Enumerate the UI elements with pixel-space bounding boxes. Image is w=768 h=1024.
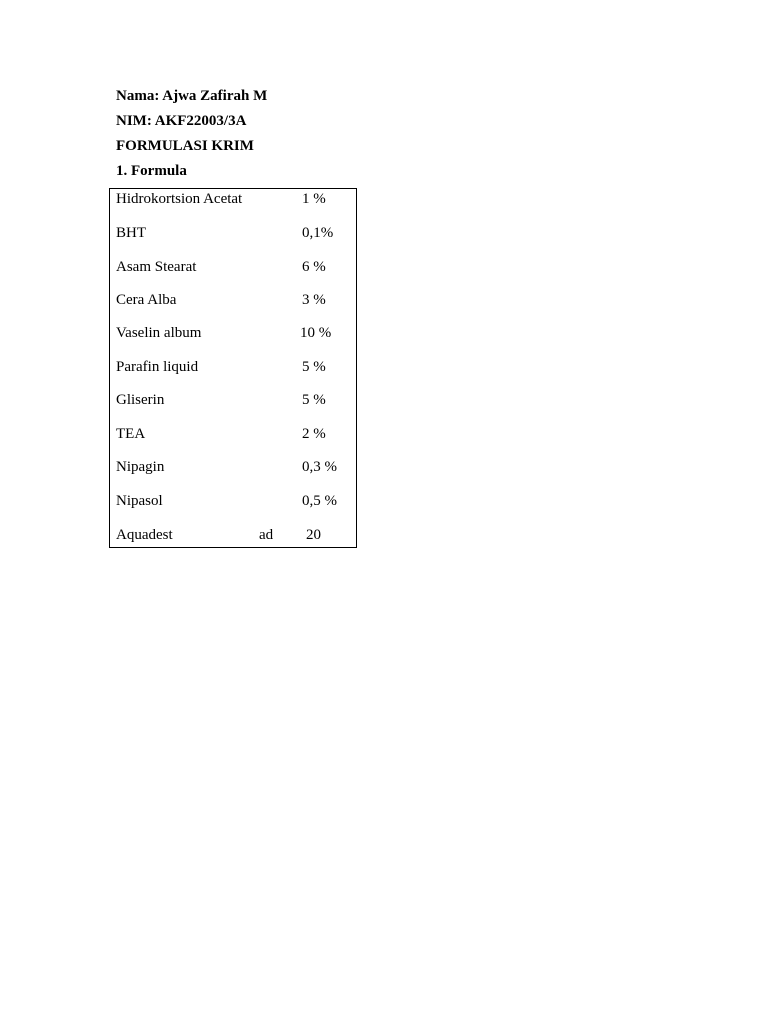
ingredient-amount: 10 % — [300, 325, 332, 341]
ingredient-amount: 5 % — [302, 392, 326, 408]
formula-row — [110, 425, 356, 445]
ingredient-amount: 1 % — [302, 191, 326, 207]
ingredient-name: Cera Alba — [116, 292, 177, 308]
formula-row — [110, 391, 356, 411]
formula-row — [110, 458, 356, 478]
ingredient-prefix: ad — [259, 527, 274, 543]
student-name: Nama: Ajwa Zafirah M — [116, 88, 268, 104]
ingredient-name: Nipagin — [116, 459, 165, 475]
ingredient-amount: 0,5 % — [302, 493, 337, 509]
ingredient-name: Asam Stearat — [116, 259, 197, 275]
ingredient-amount: 6 % — [302, 259, 326, 275]
section-heading: 1. Formula — [116, 163, 187, 179]
ingredient-name: TEA — [116, 426, 146, 442]
ingredient-name: BHT — [116, 225, 146, 241]
student-nim: NIM: AKF22003/3A — [116, 113, 247, 129]
ingredient-name: Nipasol — [116, 493, 163, 509]
formula-row — [110, 224, 356, 244]
ingredient-amount: 0,1% — [302, 225, 334, 241]
formula-row — [110, 526, 356, 546]
ingredient-amount: 2 % — [302, 426, 326, 442]
ingredient-name: Hidrokortsion Acetat — [116, 191, 243, 207]
formula-row — [110, 358, 356, 378]
ingredient-amount: 3 % — [302, 292, 326, 308]
ingredient-name: Aquadest — [116, 527, 173, 543]
ingredient-amount: 20 — [306, 527, 321, 543]
ingredient-amount: 5 % — [302, 359, 326, 375]
formula-row — [110, 190, 356, 210]
formula-table — [109, 188, 357, 548]
ingredient-amount: 0,3 % — [302, 459, 337, 475]
ingredient-name: Vaselin album — [116, 325, 202, 341]
ingredient-name: Gliserin — [116, 392, 165, 408]
formula-row — [110, 291, 356, 311]
formula-row — [110, 258, 356, 278]
ingredient-name: Parafin liquid — [116, 359, 199, 375]
formula-row — [110, 492, 356, 512]
document-title: FORMULASI KRIM — [116, 138, 254, 154]
formula-row — [110, 324, 356, 344]
